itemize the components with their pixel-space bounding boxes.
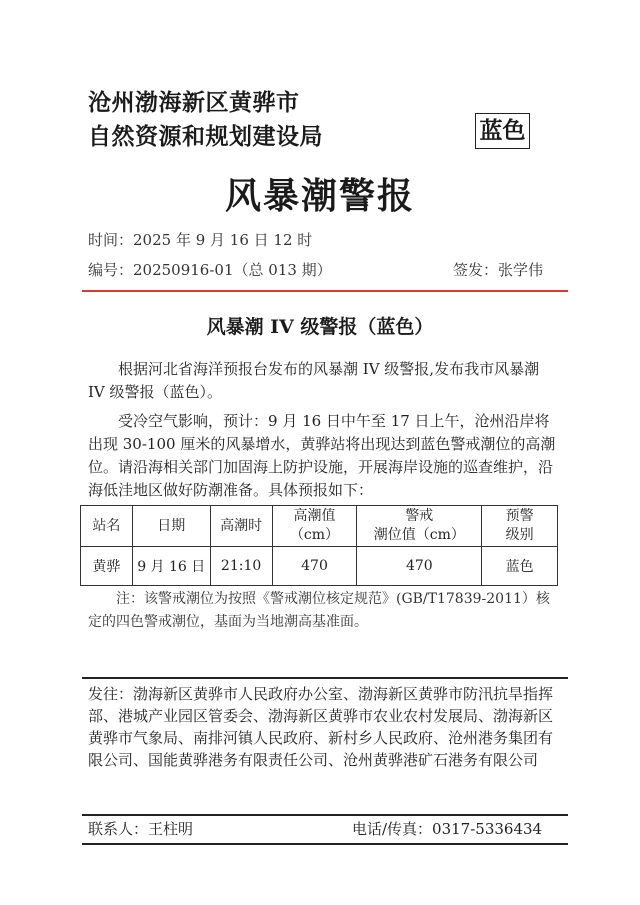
table-header-row [81,506,558,547]
header-high-tide-value: 高潮值 （cm） [272,506,357,547]
cell-date: 9 月 16 日 [132,547,210,586]
cell-warning-value: 470 [357,547,482,586]
tide-forecast-table [80,505,558,586]
warning-level-badge: 蓝色 [475,113,530,149]
red-divider [82,290,568,292]
issue-time: 时间：2025 年 9 月 16 日 12 时 [88,231,313,249]
cell-station: 黄骅 [81,547,133,586]
header-high-tide-time: 高潮时 [210,506,272,547]
contact-person: 联系人：王柱明 [88,820,194,838]
paragraph-basis: 根据河北省海洋预报台发布的风暴潮 IV 级警报,发布我市风暴潮 IV 级警报（蓝色）。 [88,360,540,401]
issuer-name-line2: 自然资源和规划建设局 [88,123,323,150]
signer: 签发：张学伟 [453,261,544,279]
document-number: 编号：20250916-01（总 013 期） [88,261,332,279]
paragraph-forecast: 受冷空气影响，预计：9 月 16 日中午至 17 日上午，沧州沿岸将出现 30-100 厘米的风暴增水，黄骅站将出现达到蓝色警戒潮位的高潮位。请沿海相关部门加固海上防护设施，开展海岸设施的巡查维护，沿海低洼地区做好防潮准备。具体预报如下： [88,412,556,499]
footer-bottom-rule [82,843,568,845]
distribution-top-rule [82,677,568,679]
cell-warning-class: 蓝色 [482,547,558,586]
footer-top-rule [82,814,568,816]
header-station: 站名 [81,506,133,547]
contact-phone: 电话/传真：0317-5336434 [352,820,543,838]
distribution-list: 发往：渤海新区黄骅市人民政府办公室、渤海新区黄骅市防汛抗旱指挥部、港城产业园区管委会、渤海新区黄骅市农业农村发展局、渤海新区黄骅市气象局、南排河镇人民政府、新村乡人民政府、沧州港务集团有限公司、国能黄骅港务有限责任公司、沧州黄骅港矿石港务有限公司 [88,685,554,769]
header-date: 日期 [132,506,210,547]
warning-subtitle: 风暴潮 IV 级警报（蓝色） [206,316,434,338]
document-title: 风暴潮警报 [224,175,415,217]
header-warning-level-value: 警戒 潮位值（cm） [357,506,482,547]
issuer-name-line1: 沧州渤海新区黄骅市 [88,89,300,116]
table-note: 注：该警戒潮位为按照《警戒潮位核定规范》(GB/T17839-2011）核定的四色警戒潮位，基面为当地潮高基准面。 [88,591,550,630]
table-row [81,547,558,586]
header-warning-class: 预警 级别 [482,506,558,547]
cell-high-tide-value: 470 [272,547,357,586]
cell-high-tide-time: 21:10 [210,547,272,586]
